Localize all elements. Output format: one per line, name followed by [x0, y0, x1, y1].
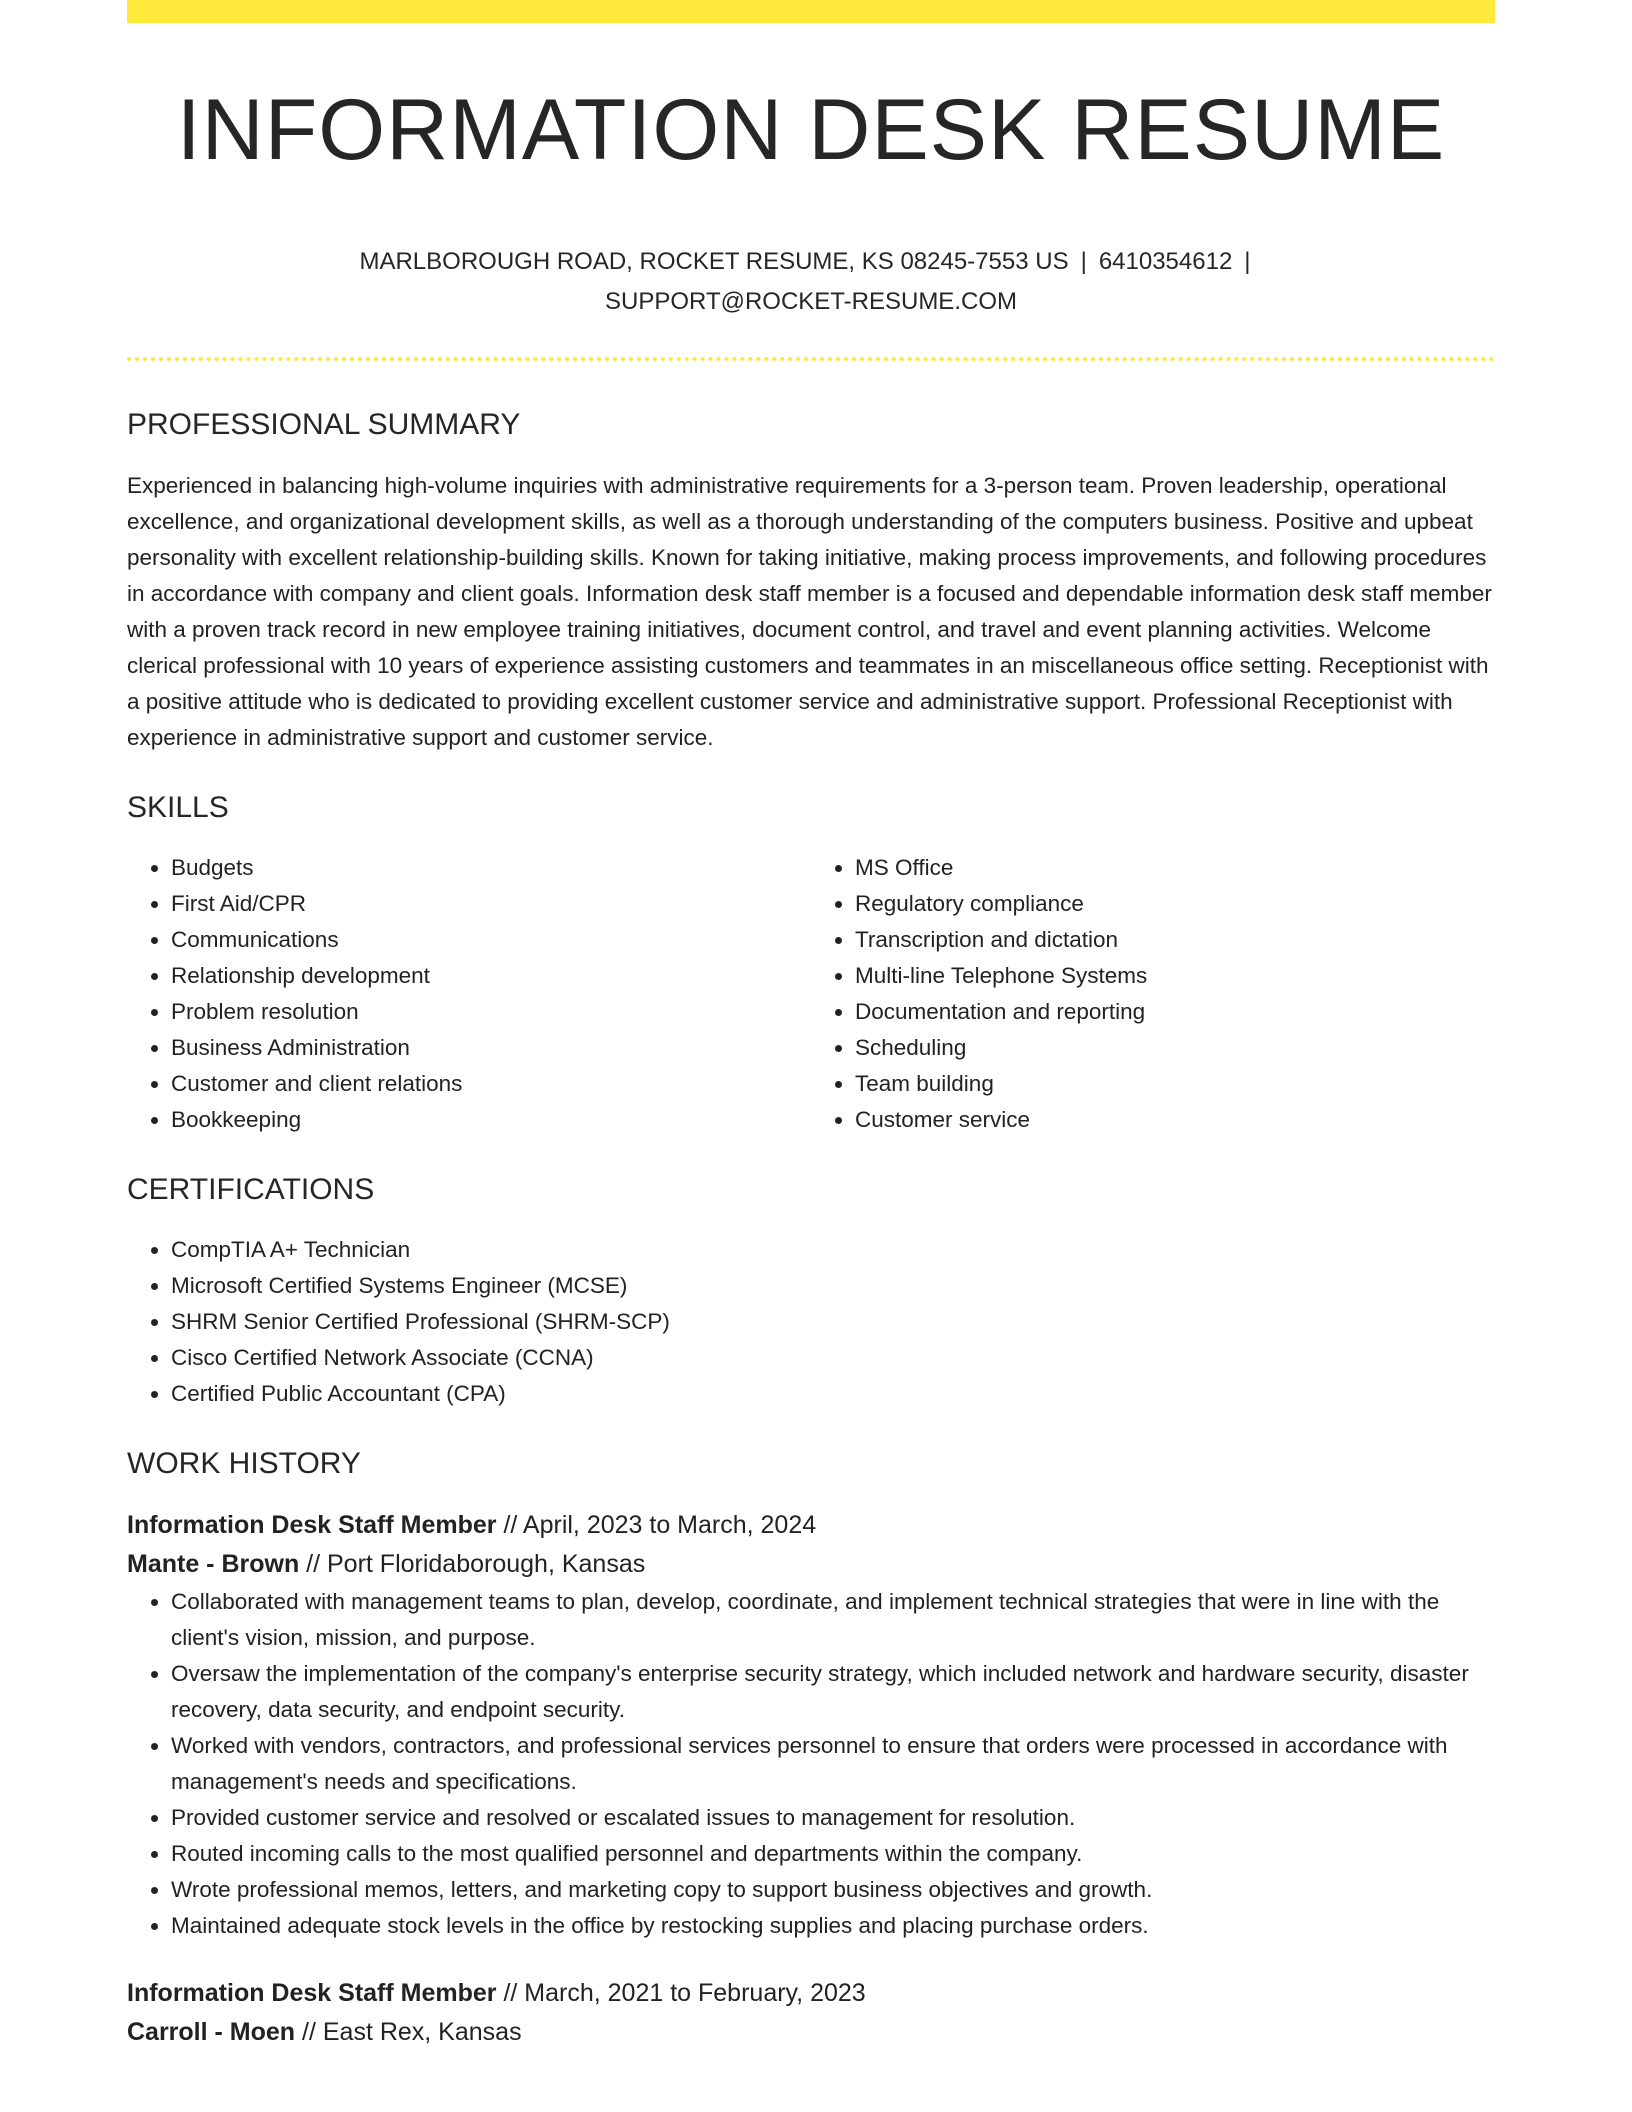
- list-item: • Multi-line Telephone Systems: [855, 958, 1495, 994]
- job-dates: // April, 2023 to March, 2024: [496, 1511, 817, 1539]
- contact-line-1: [127, 242, 1495, 282]
- list-item: • First Aid/CPR: [171, 886, 811, 922]
- job-company: Carroll - Moen: [127, 2018, 296, 2046]
- separator: |: [1080, 248, 1087, 275]
- list-item: • Maintained adequate stock levels in the office by restocking supplies and placing purchase orders.: [171, 1908, 1495, 1944]
- list-item: • CompTIA A+ Technician: [171, 1232, 1495, 1268]
- job-title-line: [127, 1974, 1495, 2013]
- list-item: • MS Office: [855, 850, 1495, 886]
- job-company: Mante - Brown: [127, 1550, 300, 1578]
- work-history-heading: WORK HISTORY: [127, 1447, 361, 1480]
- job-company-line: [127, 1545, 1495, 1584]
- list-item: • Provided customer service and resolved or escalated issues to management for resolution.: [171, 1800, 1495, 1836]
- list-item: • Budgets: [171, 850, 811, 886]
- job-location: // Port Floridaborough, Kansas: [299, 1550, 646, 1578]
- certifications-list: [127, 1232, 1495, 1412]
- skills-list-left: [127, 850, 811, 1138]
- address: MARLBOROUGH ROAD, ROCKET RESUME, KS 08245-7553 US: [359, 248, 1069, 275]
- list-item: • Microsoft Certified Systems Engineer (MCSE): [171, 1268, 1495, 1304]
- list-item: • Scheduling: [855, 1030, 1495, 1066]
- list-item: • Regulatory compliance: [855, 886, 1495, 922]
- job-title-line: [127, 1506, 1495, 1545]
- job-entry: [127, 1506, 1495, 1944]
- job-title: Information Desk Staff Member: [127, 1511, 497, 1539]
- job-dates: // March, 2021 to February, 2023: [496, 1979, 866, 2007]
- job-bullets: [127, 1584, 1495, 1944]
- job-location: // East Rex, Kansas: [295, 2018, 522, 2046]
- list-item: • Worked with vendors, contractors, and professional services personnel to ensure that orders were processed in accordance with management's needs and specifications.: [171, 1728, 1495, 1800]
- summary-heading: PROFESSIONAL SUMMARY: [127, 408, 521, 441]
- list-item: • Cisco Certified Network Associate (CCNA): [171, 1340, 1495, 1376]
- summary-text: Experienced in balancing high-volume inquiries with administrative requirements for a 3-person team. Proven leadership, operational excellence, and organizational development skills, as well as a thorough understanding of the computers business. Positive and upbeat personality with excellent relationship-building skills. Known for taking initiative, making process improvements, and following procedures in accordance with company and client goals. Information desk staff member is a focused and dependable information desk staff member with a proven track record in new employee training initiatives, document control, and travel and event planning activities. Welcome clerical professional with 10 years of experience assisting customers and teammates in an miscellaneous office setting. Receptionist with a positive attitude who is dedicated to providing excellent customer service and administrative support. Professional Receptionist with experience in administrative support and customer service.: [127, 473, 1492, 750]
- separator: |: [1244, 248, 1251, 275]
- list-item: • Bookkeeping: [171, 1102, 811, 1138]
- list-item: • Customer and client relations: [171, 1066, 811, 1102]
- resume-content: [127, 0, 1495, 2052]
- list-item: • Relationship development: [171, 958, 811, 994]
- list-item: • Problem resolution: [171, 994, 811, 1030]
- list-item: • Business Administration: [171, 1030, 811, 1066]
- skills-columns: [127, 850, 1495, 1138]
- job-entry: [127, 1974, 1495, 2052]
- list-item: • Team building: [855, 1066, 1495, 1102]
- job-title: Information Desk Staff Member: [127, 1979, 497, 2007]
- job-company-line: [127, 2013, 1495, 2052]
- list-item: • Collaborated with management teams to plan, develop, coordinate, and implement technical strategies that were in line with the client's vision, mission, and purpose.: [171, 1584, 1495, 1656]
- contact-info: [127, 242, 1495, 322]
- phone: 6410354612: [1098, 248, 1233, 275]
- dotted-divider: [127, 357, 1495, 361]
- list-item: • Oversaw the implementation of the company's enterprise security strategy, which included network and hardware security, disaster recovery, data security, and endpoint security.: [171, 1656, 1495, 1728]
- skills-list-right: [811, 850, 1495, 1138]
- certifications-heading: CERTIFICATIONS: [127, 1173, 375, 1206]
- list-item: • SHRM Senior Certified Professional (SHRM-SCP): [171, 1304, 1495, 1340]
- list-item: • Transcription and dictation: [855, 922, 1495, 958]
- list-item: • Wrote professional memos, letters, and marketing copy to support business objectives and growth.: [171, 1872, 1495, 1908]
- contact-line-2: [127, 282, 1495, 322]
- email: SUPPORT@ROCKET-RESUME.COM: [605, 288, 1017, 315]
- list-item: • Certified Public Accountant (CPA): [171, 1376, 1495, 1412]
- list-item: • Documentation and reporting: [855, 994, 1495, 1030]
- list-item: • Customer service: [855, 1102, 1495, 1138]
- resume-title: INFORMATION DESK RESUME: [176, 82, 1446, 178]
- skills-heading: SKILLS: [127, 791, 229, 824]
- list-item: • Communications: [171, 922, 811, 958]
- list-item: • Routed incoming calls to the most qualified personnel and departments within the company.: [171, 1836, 1495, 1872]
